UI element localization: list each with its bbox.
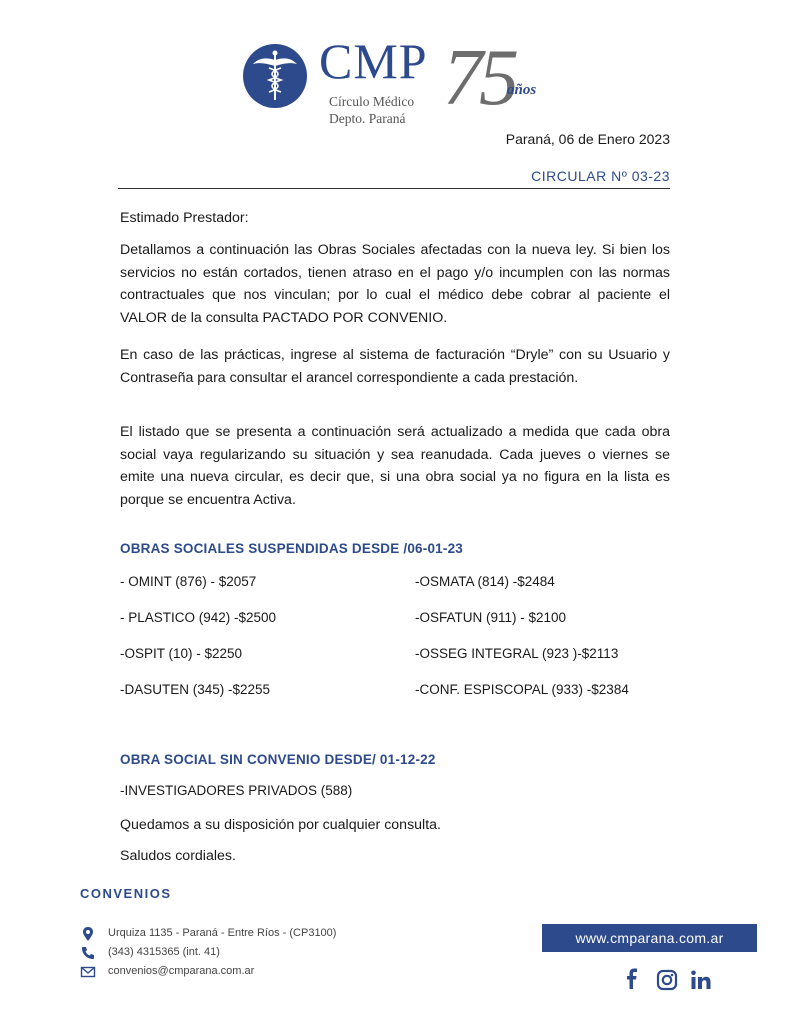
suspended-item: - OMINT (876) - $2057 <box>120 574 257 589</box>
website-link[interactable]: www.cmparana.com.ar <box>542 924 757 952</box>
suspended-item: -OSPIT (10) - $2250 <box>120 646 243 661</box>
letter-date: Paraná, 06 de Enero 2023 <box>505 131 670 147</box>
paragraph-1: Detallamos a continuación las Obras Sociales afectadas con la nueva ley. Si bien los servicios no están cortados, tienen atraso en el pago y/o incumplen con las normas contractuales que nos vinculan; por lo cual el médico debe cobrar al paciente el VALOR de la consulta PACTADO POR CONVENIO. <box>120 242 670 326</box>
linkedin-icon[interactable] <box>690 968 712 992</box>
suspended-item: -CONF. ESPISCOPAL (933) -$2384 <box>415 682 629 697</box>
footer-section-title: CONVENIOS <box>80 886 172 901</box>
cmp-logo <box>243 33 563 132</box>
logo-wordmark: CMP <box>319 33 428 89</box>
logo-subtitle-1: Círculo Médico <box>329 94 415 109</box>
logo-subtitle-2: Depto. Paraná <box>329 111 406 126</box>
no-agreement-section-title: OBRA SOCIAL SIN CONVENIO DESDE/ 01-12-22 <box>120 752 436 767</box>
facebook-icon[interactable] <box>624 968 640 992</box>
anniversary-number: 75 <box>443 34 515 122</box>
email-text[interactable]: convenios@cmparana.com.ar <box>108 965 255 977</box>
suspended-section-title: OBRAS SOCIALES SUSPENDIDAS DESDE /06-01-23 <box>120 541 463 556</box>
closing-line-2: Saludos cordiales. <box>120 848 236 864</box>
paragraph-2: En caso de las prácticas, ingrese al sistema de facturación “Dryle” con su Usuario y Contraseña para consultar el arancel correspondiente a cada prestación. <box>120 347 670 386</box>
circular-number: CIRCULAR Nº 03-23 <box>531 168 670 184</box>
closing-line-1: Quedamos a su disposición por cualquier consulta. <box>120 817 441 833</box>
suspended-item: -OSMATA (814) -$2484 <box>415 574 555 589</box>
address-text: Urquiza 1135 - Paraná - Entre Ríos - (CP3100) <box>108 927 337 939</box>
phone-icon <box>80 945 96 961</box>
phone-text: (343) 4315365 (int. 41) <box>108 946 220 958</box>
email-icon <box>80 964 96 980</box>
location-icon <box>80 926 96 942</box>
caduceus-icon <box>243 44 307 108</box>
header-divider <box>118 188 670 189</box>
paragraph-3: El listado que se presenta a continuación será actualizado a medida que cada obra social vaya regularizando su situación y sea reanudada. Cada jueves o viernes se emite una nueva circular, es decir que, si una obra social ya no figura en la lista es porque se encuentra Activa. <box>120 424 670 508</box>
suspended-item: -OSFATUN (911) - $2100 <box>415 610 567 625</box>
instagram-icon[interactable] <box>656 968 678 992</box>
no-agreement-item: -INVESTIGADORES PRIVADOS (588) <box>120 783 353 798</box>
anniversary-word: años <box>507 82 537 98</box>
suspended-item: - PLASTICO (942) -$2500 <box>120 610 277 625</box>
suspended-item: -DASUTEN (345) -$2255 <box>120 682 271 697</box>
suspended-item: -OSSEG INTEGRAL (923 )-$2113 <box>415 646 619 661</box>
greeting: Estimado Prestador: <box>120 210 249 226</box>
